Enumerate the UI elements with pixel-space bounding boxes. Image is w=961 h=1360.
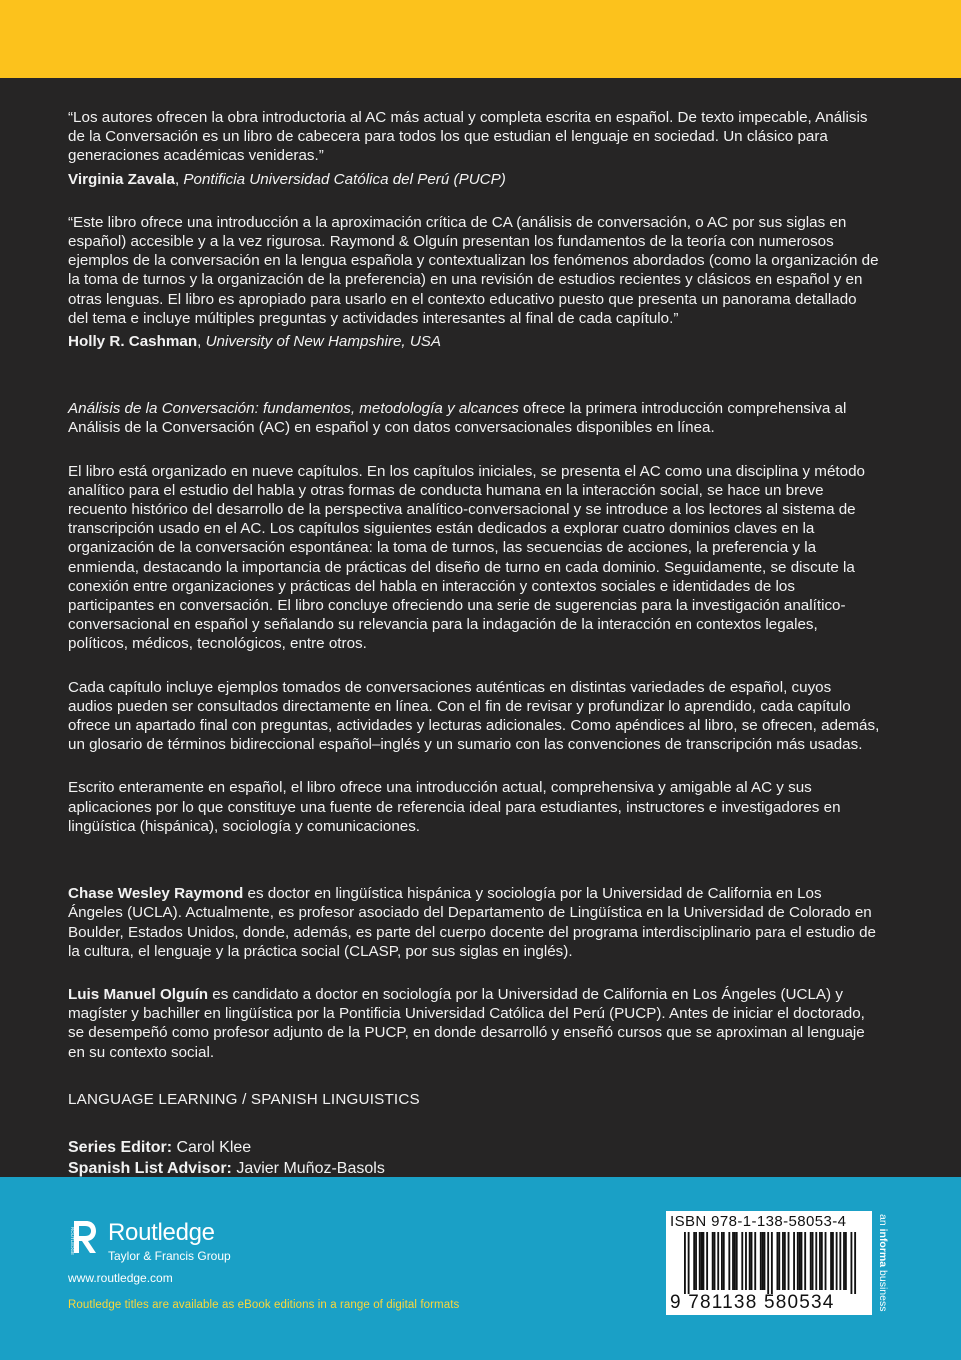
top-yellow-band <box>0 0 961 78</box>
barcode-bar <box>734 1232 736 1290</box>
barcode-bar <box>812 1232 814 1290</box>
description-intro: Análisis de la Conversación: fundamentos, metodología y alcances ofrece la primera introducción comprehensiva al Análisis de la Conversación (AC) en español y con datos conversacionales disponibles en línea. <box>68 400 847 437</box>
barcode-bar <box>799 1232 801 1290</box>
series-editor: Series Editor: Carol Klee <box>68 1138 252 1156</box>
spanish-list-advisor: Spanish List Advisor: Javier Muñoz-Basols <box>68 1159 385 1177</box>
description-paragraph-3: Cada capítulo incluye ejemplos tomados de conversaciones auténticas en distintas variedades de español, cuyos audios pueden ser consultados directamente en línea. Con el fin de revisar y profundizar lo aprendido, cada capítulo ofrece un apartado final con preguntas, actividades y lecturas adicionales. Como apéndices al libro, se ofrecen, además, un glosario de términos bidireccional español–inglés y un sumario con las convenciones de transcripción más usadas. <box>68 678 880 754</box>
quote-1-affiliation: Pontificia Universidad Católica del Perú (PUCP) <box>183 170 506 188</box>
barcode-bar <box>777 1232 779 1290</box>
barcode-bar <box>832 1232 834 1290</box>
quote-2-text: “Este libro ofrece una introducción a la aproximación crítica de CA (análisis de conversación, o AC por sus siglas en español) accesible y a la vez rigurosa. Raymond & Olguín presentan los fundamentos de la teoría con numerosos ejemplos de la conversación en la lengua española y contextualizan los fenómenos abordados (como la organización de la toma de turnos y la organización de la preferencia) en una revisión de estudios recientes y clásicos en español y en otras lenguas. El libro es apropiado para usarlo en el contexto educativo puesto que presenta un panorama detallado del tema e incluye múltiples preguntas y actividades interesantes al final de cada capítulo.” <box>68 213 879 327</box>
publisher-website: www.routledge.com <box>68 1271 173 1285</box>
barcode-bar <box>851 1232 853 1294</box>
barcode-bar <box>741 1232 743 1290</box>
barcode-bar <box>751 1232 753 1290</box>
barcode-bar <box>836 1232 838 1290</box>
barcode-bar <box>701 1232 703 1290</box>
publisher-name: Routledge <box>108 1219 215 1246</box>
back-cover-text <box>68 108 880 1179</box>
author-2-bio: Luis Manuel Olguín es candidato a doctor en sociología por la Universidad de California en Los Ángeles (UCLA) y magíster y bachiller en lingüística por la Pontificia Universidad Católica del Perú (PUCP). Antes de iniciar el doctorado, se desempeñó como profesor adjunto de la PUCP, en donde desarrolló y enseñó cursos que se aproximan al lenguaje en su contexto social. <box>68 985 865 1061</box>
barcode-bar <box>764 1232 766 1290</box>
barcode-bar <box>699 1232 701 1290</box>
barcode-bar <box>762 1232 764 1290</box>
barcode-bar <box>830 1232 832 1290</box>
author-1-name: Chase Wesley Raymond <box>68 885 244 903</box>
quote-1-attribution: Virginia Zavala, Pontificia Universidad Católica del Perú (PUCP) <box>68 170 506 188</box>
barcode-bar <box>815 1232 817 1290</box>
barcode-bar <box>825 1232 827 1290</box>
barcode-bar <box>688 1232 690 1294</box>
barcode-bar <box>801 1232 803 1290</box>
barcode-bar <box>728 1232 730 1290</box>
logo-vertical-text: ROUTLEDGE <box>70 1227 75 1256</box>
book-title-italic: Análisis de la Conversación: fundamentos, metodología y alcances <box>68 400 519 418</box>
barcode-bar <box>754 1232 756 1290</box>
barcode-bar <box>717 1232 719 1290</box>
barcode-bar <box>810 1232 812 1290</box>
barcode-bar <box>843 1232 845 1290</box>
barcode-bar <box>745 1232 747 1290</box>
barcode-bar <box>778 1232 780 1290</box>
barcode <box>666 1211 872 1315</box>
barcode-bar <box>714 1232 716 1290</box>
subject-category: LANGUAGE LEARNING / SPANISH LINGUISTICS <box>68 1090 420 1108</box>
credits <box>68 1137 880 1179</box>
barcode-bar <box>784 1232 786 1290</box>
barcode-bar <box>723 1232 725 1290</box>
author-2-name: Luis Manuel Olguín <box>68 985 209 1003</box>
barcode-bars <box>666 1232 872 1294</box>
barcode-bar <box>839 1232 841 1290</box>
barcode-bar <box>819 1232 821 1290</box>
routledge-logo <box>68 1219 268 1269</box>
barcode-bar <box>793 1232 795 1290</box>
barcode-bar <box>782 1232 784 1290</box>
barcode-bar <box>804 1232 806 1290</box>
barcode-bar <box>788 1232 790 1290</box>
barcode-bar <box>760 1232 762 1290</box>
barcode-bar <box>771 1232 773 1294</box>
quote-2-author: Holly R. Cashman <box>68 333 198 351</box>
quote-2-affiliation: University of New Hampshire, USA <box>205 333 442 351</box>
barcode-bar <box>712 1232 714 1290</box>
barcode-bar <box>695 1232 697 1290</box>
barcode-bar <box>749 1232 751 1290</box>
quote-2-attribution: Holly R. Cashman, University of New Hampshire, USA <box>68 333 442 351</box>
ean-digits: 9 781138 580534 <box>670 1292 835 1313</box>
description-paragraph-4: Escrito enteramente en español, el libro ofrece una introducción actual, comprehensiva y amigable al AC y sus aplicaciones por lo que constituye una fuente de referencia ideal para estudiantes, instructores e investigadores en lingüística (hispánica), sociología y comunicaciones. <box>68 779 841 835</box>
barcode-bar <box>721 1232 723 1290</box>
barcode-bar <box>845 1232 847 1290</box>
isbn-label: ISBN 978-1-138-58053-4 <box>670 1213 847 1230</box>
barcode-bar <box>736 1232 738 1290</box>
barcode-bar <box>821 1232 823 1290</box>
barcode-bar <box>854 1232 856 1294</box>
author-1-bio: Chase Wesley Raymond es doctor en lingüística hispánica y sociología por la Universidad de California en Los Ángeles (UCLA). Actualmente, es profesor asociado del Departamento de Lingüística en la Universidad de Colorado en Boulder, Estados Unidos, donde, además, es parte del cuerpo docente del programa interdisciplinario para el estudio de la cultura, el lenguaje y la práctica social (CLASP, por sus siglas en inglés). <box>68 885 876 960</box>
barcode-bar <box>797 1232 799 1290</box>
barcode-bar <box>693 1232 695 1290</box>
informa-business-tag: an informa business <box>877 1214 889 1312</box>
barcode-bar <box>732 1232 734 1290</box>
barcode-bar <box>706 1232 708 1290</box>
barcode-bar <box>703 1232 705 1290</box>
barcode-bar <box>767 1232 769 1294</box>
routledge-logo-icon <box>68 1219 98 1265</box>
barcode-bar <box>684 1232 686 1294</box>
publisher-group: Taylor & Francis Group <box>108 1249 231 1263</box>
quote-1-text: “Los autores ofrecen la obra introductoria al AC más actual y completa escrita en español. De texto impecable, Análisis de la Conversación es un libro de cabecera para todos los que estudian el lenguaje en sociedad. Un clásico para generaciones académicas venideras.” <box>68 109 868 165</box>
description-paragraph-2: El libro está organizado en nueve capítulos. En los capítulos iniciales, se presenta el AC como una disciplina y método analítico para el estudio del habla y otras formas de conducta humana en la interacción social, se hace un breve recuento histórico del desarrollo de la perspectiva analítico-conversacional y se introduce a los lectores al sistema de transcripción usado en el AC. Los capítulos siguientes están dedicados a explorar cuatro dominios claves en la organización de la conversación espontánea: la toma de turnos, las secuencias de acciones, la preferencia y la enmienda, destacando la importancia de prácticas del diseño de turno en cada dominio. Seguidamente, se discute la conexión entre organizaciones y prácticas del habla en interacción y contextos sociales e identidades de los participantes en conversación. El libro concluye ofreciendo una serie de sugerencias para la investigación analítico-conversacional en español y señalando su relevancia para la indagación de la interacción en contextos legales, políticos, médicos, tecnológicos, entre otros. <box>68 462 865 653</box>
quote-1-author: Virginia Zavala <box>68 170 175 188</box>
ebook-note: Routledge titles are available as eBook editions in a range of digital formats <box>68 1299 460 1311</box>
